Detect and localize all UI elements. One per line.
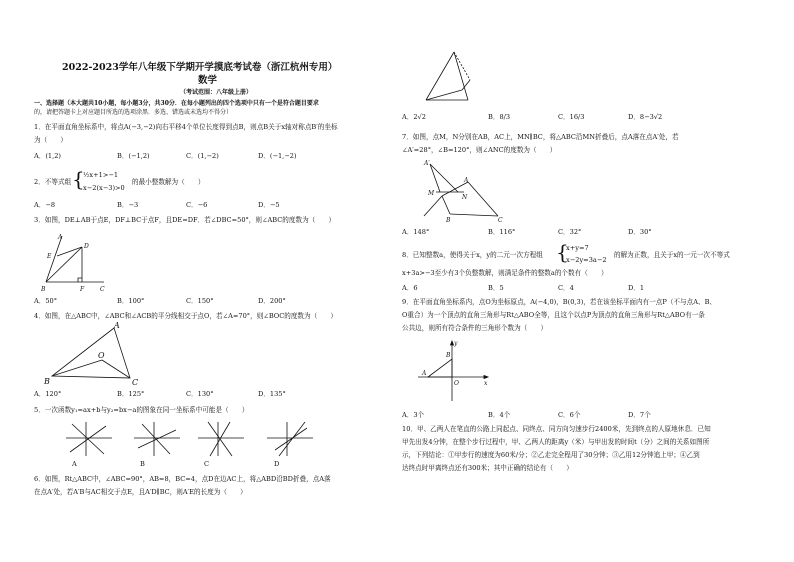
q1-option-d[interactable]: D．(−1,−2) — [258, 152, 297, 160]
q2-option-d[interactable]: D．−5 — [258, 201, 280, 209]
q2-inequality-1: ½x+1>−1 — [83, 171, 119, 179]
q9-option-b[interactable]: B．4个 — [488, 411, 511, 419]
section-heading: 一、选择题（本大题共10小题，每小题3分，共30分．在每小题列出的四个选项中只有一个是符合题目要求 — [34, 100, 319, 107]
q7-label-a-prime: A′ — [424, 160, 430, 167]
q4-label-a: A — [114, 321, 120, 330]
q9-label-a: A — [422, 370, 427, 377]
q7-stem: 7．如图，点M，N分别在AB，AC上，MN∥BC，将△ABC沿MN折叠后，点A落在点A′处，若 — [402, 133, 679, 141]
q1-option-a[interactable]: A．(1,2) — [34, 152, 61, 160]
q7-option-d[interactable]: D．30° — [628, 228, 652, 236]
q3-option-d[interactable]: D．200° — [258, 297, 286, 305]
q7-figure — [418, 158, 508, 228]
q3-label-c: C — [100, 286, 105, 293]
q5-option-a[interactable]: A — [72, 460, 77, 468]
q2-inequality-2: x−2(x−3)>0 — [83, 184, 125, 192]
q4-label-o: O — [98, 351, 105, 360]
q8-stem-mid: 的解为正数，且关于x的一元一次不等式 — [614, 251, 730, 259]
q9-label-b: B — [446, 352, 451, 359]
q9-label-x: x — [484, 380, 488, 387]
q3-label-a: A — [58, 234, 63, 241]
q9-option-c[interactable]: C．6个 — [558, 411, 581, 419]
q10-stem-3: 示，下列结论：①甲步行的速度为60米/分；②乙走完全程用了30分钟；③乙用12分钟追上甲；④乙到 — [402, 451, 700, 459]
q9-label-y: y — [454, 340, 458, 347]
q9-stem-cont: O重合）为一个顶点的直角三角形与Rt△ABO全等，且这个以点P为顶点的直角三角形与Rt△ABO有一条 — [402, 311, 705, 319]
q3-label-b: B — [41, 286, 46, 293]
q8-equation-1: x+y=7 — [566, 244, 589, 252]
exam-title: 2022-2023学年八年级下学期开学摸底考试卷（浙江杭州专用） — [62, 62, 338, 73]
q7-stem-cont: ∠A′=28°，∠B=120°，则∠ANC的度数为（ ） — [402, 146, 557, 154]
q7-label-n: N — [462, 194, 468, 201]
q3-label-d: D — [84, 243, 89, 250]
q3-option-b[interactable]: B．100° — [117, 297, 145, 305]
q4-option-a[interactable]: A．120° — [34, 390, 62, 398]
q9-stem: 9．在平面直角坐标系内，点O为坐标原点，A(−4,0)，B(0,3)，若在该坐标平面内有一点P（不与点A、B、 — [402, 298, 717, 306]
q10-stem-4: 达终点时甲离终点还有300米；其中正确的结论有（ ） — [402, 464, 573, 472]
section-heading-cont: 的，请把答题卡上对应题目所选的选项涂黑．多选、错选或未选均不得分） — [34, 109, 233, 116]
q5-option-b[interactable]: B — [140, 460, 145, 468]
q7-label-b: B — [446, 217, 451, 224]
q2-suffix: 的最小整数解为（ ） — [132, 178, 205, 186]
q4-option-d[interactable]: D．135° — [258, 390, 286, 398]
q6-option-a[interactable]: A．2√2 — [402, 113, 426, 121]
q3-figure — [36, 230, 106, 292]
q6-option-d[interactable]: D．8−3√2 — [628, 113, 663, 121]
q8-option-b[interactable]: B．5 — [488, 284, 504, 292]
q4-option-b[interactable]: B．125° — [117, 390, 145, 398]
q4-option-c[interactable]: C．130° — [186, 390, 214, 398]
q9-figure — [416, 337, 492, 403]
q5-stem: 5．一次函数y₁=ax+b与y₂=bx−a的图象在同一坐标系中可能是（ ） — [34, 406, 249, 414]
q7-option-a[interactable]: A．148° — [402, 228, 430, 236]
q8-option-c[interactable]: C．4 — [558, 284, 574, 292]
q4-label-b: B — [44, 377, 50, 386]
q9-option-d[interactable]: D．7个 — [628, 411, 651, 419]
q3-label-e: E — [47, 253, 52, 260]
q6-stem: 6．如图，Rt△ABC中，∠ABC=90°，AB=8，BC=4，点D在边AC上，将△ABD沿BD折叠，点A落 — [34, 475, 331, 483]
q4-stem: 4．如图，在△ABC中，∠ABC和∠ACB的平分线相交于点O，若∠A=70°，则∠BOC的度数为（ ） — [34, 312, 337, 320]
q4-figure — [44, 322, 144, 388]
q7-option-b[interactable]: B．116° — [488, 228, 516, 236]
q2-prefix: 2．不等式组 — [34, 178, 72, 186]
q7-option-c[interactable]: C．32° — [558, 228, 582, 236]
q7-label-a: A — [464, 177, 469, 184]
q6-stem-cont: 在点A′处，若A′B与AC相交于点E，且A′D∥BC，则A′E的长度为（ ） — [34, 488, 247, 496]
q5-graph-d[interactable] — [265, 420, 315, 458]
q3-option-a[interactable]: A．50° — [34, 297, 58, 305]
q7-label-c: C — [498, 217, 503, 224]
q2-brace: { — [72, 167, 85, 191]
q1-stem-cont: 为（ ） — [34, 136, 67, 144]
q5-graph-c[interactable] — [196, 420, 246, 458]
q9-option-a[interactable]: A．3个 — [402, 411, 425, 419]
q8-option-a[interactable]: A．6 — [402, 284, 418, 292]
q10-stem-2: 甲先出发4分钟，在整个步行过程中，甲、乙两人的距离y（米）与甲出发的时间t（分）之间的关系如图所 — [402, 438, 710, 446]
exam-scope: （考试范围：八年级上册） — [180, 89, 253, 96]
q1-option-b[interactable]: B．(−1,2) — [117, 152, 150, 160]
q1-option-c[interactable]: C．(1,−2) — [186, 152, 219, 160]
q8-brace: { — [556, 240, 569, 264]
q1-stem: 1．在平面直角坐标系中，将点A(−3,−2)向右平移4个单位长度得到点B，则点B关于x轴对称点B′的坐标 — [34, 123, 338, 131]
q6-figure — [418, 50, 476, 108]
q2-option-a[interactable]: A．−8 — [34, 201, 56, 209]
q8-stem: 8．已知整数a，使得关于x，y的二元一次方程组 — [402, 251, 543, 259]
q7-label-m: M — [428, 190, 435, 197]
q9-stem-cont2: 公共边，则所有符合条件的三角形个数为（ ） — [402, 324, 548, 332]
q8-stem-cont: x+3a>−3至少有3个负整数解，则满足条件的整数a的个数有（ ） — [402, 269, 608, 277]
q8-option-d[interactable]: D．1 — [628, 284, 645, 292]
q3-label-f: F — [80, 286, 85, 293]
q5-graph-b[interactable] — [132, 420, 182, 458]
q9-label-o: O — [454, 380, 459, 387]
q10-stem: 10．甲、乙两人在笔直的公路上同起点、同终点、同方向匀速步行2400米，先到终点的人原地休息．已知 — [402, 425, 711, 433]
q5-option-c[interactable]: C — [204, 460, 210, 468]
q8-equation-2: x−2y=3a−2 — [566, 256, 607, 264]
q4-label-c: C — [132, 378, 139, 387]
q5-graph-a[interactable] — [64, 420, 114, 458]
q2-option-c[interactable]: C．−6 — [186, 201, 208, 209]
q3-stem: 3．如图，DE⊥AB于点E，DF⊥BC于点F，且DE=DF．若∠DBC=50°，则∠ABC的度数为（ ） — [34, 216, 336, 224]
q3-option-c[interactable]: C．150° — [186, 297, 214, 305]
q6-option-b[interactable]: B．8/3 — [488, 113, 511, 121]
q5-option-d[interactable]: D — [274, 460, 280, 468]
exam-subject: 数学 — [198, 75, 218, 86]
q2-option-b[interactable]: B．−3 — [117, 201, 139, 209]
q6-option-c[interactable]: C．16/3 — [558, 113, 585, 121]
